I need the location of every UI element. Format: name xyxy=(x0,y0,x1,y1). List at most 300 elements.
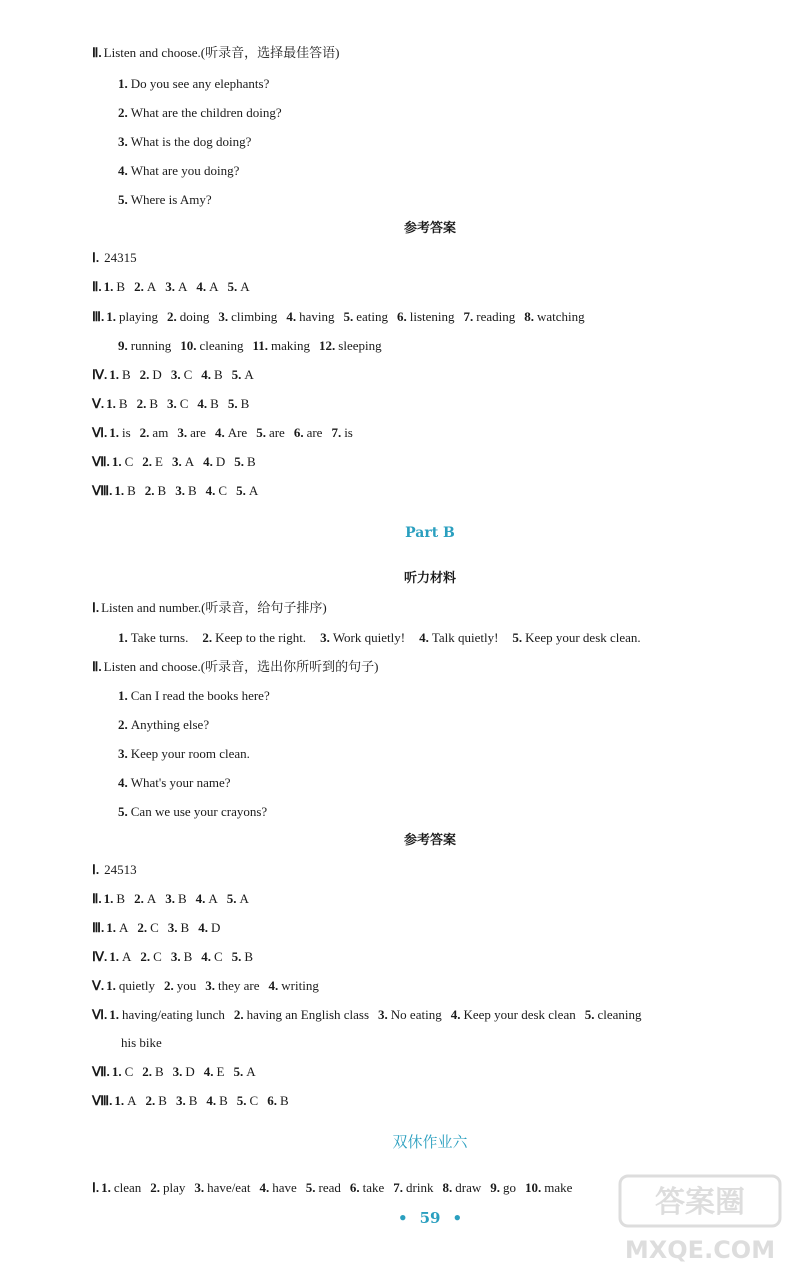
answer-number: 5. xyxy=(236,1093,247,1108)
answer-number: 3. xyxy=(205,978,216,993)
answer-item xyxy=(234,1061,256,1083)
answer-number: 5. xyxy=(343,309,354,324)
roman-numeral: Ⅳ. xyxy=(92,367,108,382)
answer-item xyxy=(140,422,169,444)
answer-item xyxy=(269,975,319,997)
answer-number: 5. xyxy=(256,425,266,440)
answer-item xyxy=(205,975,259,997)
answer-value: A xyxy=(248,483,259,498)
item-number: 5. xyxy=(512,630,523,645)
listening-sentence xyxy=(118,801,267,823)
item-text: What is the dog doing? xyxy=(130,134,252,149)
answer-number: 4. xyxy=(196,279,207,294)
listening-sentence xyxy=(512,627,640,649)
answer-value: doing xyxy=(179,309,210,324)
listening-section-1 xyxy=(92,597,327,619)
answer-value: Keep your desk clean xyxy=(463,1007,576,1022)
listening-sentence xyxy=(320,627,405,649)
answer-number: 10. xyxy=(180,338,197,353)
answer-value: writing xyxy=(281,978,319,993)
answer-item xyxy=(443,1177,482,1199)
answer-item xyxy=(142,1061,163,1083)
answers-heading: 参考答案 xyxy=(403,221,456,236)
roman-numeral: Ⅰ. xyxy=(92,600,100,615)
answer-item xyxy=(104,888,125,910)
answer-number: 1. xyxy=(114,1093,125,1108)
answer-value: A xyxy=(239,891,249,906)
answer-item xyxy=(140,364,162,386)
answer-number: 3. xyxy=(171,454,182,469)
item-number: 1. xyxy=(118,630,128,645)
answer-value: are xyxy=(306,425,323,440)
answer-item xyxy=(203,451,225,473)
listening-sentences-row xyxy=(118,627,655,649)
answer-row xyxy=(92,946,262,968)
answer-value: clean xyxy=(113,1180,142,1195)
answer-item xyxy=(177,422,206,444)
answer-row xyxy=(92,306,594,328)
listening-sentence xyxy=(118,627,188,649)
answer-number: 2. xyxy=(166,309,177,324)
answer-number: 1. xyxy=(103,891,114,906)
answer-row xyxy=(92,917,229,939)
instruction-text: Listen and number.(听录音，给句子排序) xyxy=(101,600,327,615)
answer-value: B xyxy=(210,396,219,411)
answer-number: 5. xyxy=(584,1007,595,1022)
item-text: What are the children doing? xyxy=(130,105,282,120)
answer-number: 12. xyxy=(319,338,336,353)
answer-row xyxy=(92,859,146,881)
answer-item xyxy=(112,1061,133,1083)
answer-item xyxy=(234,451,255,473)
answer-value: D xyxy=(210,920,221,935)
answer-value: A xyxy=(177,279,188,294)
answer-number: 5. xyxy=(231,949,242,964)
answer-item xyxy=(196,888,218,910)
roman-numeral: Ⅰ. xyxy=(92,1180,100,1195)
answer-value: B xyxy=(127,483,136,498)
answers-heading: 参考答案 xyxy=(403,833,456,848)
answer-number: 4. xyxy=(259,1180,270,1195)
answer-value: listening xyxy=(409,309,455,324)
answer-item xyxy=(114,480,135,502)
item-number: 4. xyxy=(419,630,429,645)
answer-item xyxy=(331,422,352,444)
answer-value: cleaning xyxy=(199,338,244,353)
item-number: 3. xyxy=(320,630,330,645)
answer-row xyxy=(92,1177,581,1199)
item-number: 4. xyxy=(118,775,128,790)
answer-item xyxy=(173,1061,195,1083)
answer-value: 24315 xyxy=(104,250,137,265)
answer-value: having/eating lunch xyxy=(122,1007,225,1022)
item-text: Do you see any elephants? xyxy=(130,76,270,91)
answer-value: having an English class xyxy=(246,1007,370,1022)
answer-number: 2. xyxy=(150,1180,161,1195)
roman-numeral: Ⅶ. xyxy=(92,454,110,469)
answer-number: 2. xyxy=(140,949,151,964)
item-number: 2. xyxy=(118,105,128,120)
item-text: What are you doing? xyxy=(130,163,240,178)
answer-number: 3. xyxy=(167,396,177,411)
answer-value: B xyxy=(188,1093,198,1108)
roman-numeral: Ⅱ. xyxy=(92,279,102,294)
answer-item xyxy=(146,1090,167,1112)
answer-value: B xyxy=(180,920,190,935)
answer-item xyxy=(524,306,584,328)
answer-row xyxy=(92,451,265,473)
svg-text:MXQE.COM: MXQE.COM xyxy=(624,1236,776,1264)
answer-item xyxy=(294,422,323,444)
answer-item xyxy=(109,364,130,386)
item-number: 1. xyxy=(118,76,128,91)
answer-value: B xyxy=(122,367,131,382)
answer-value: drink xyxy=(406,1180,434,1195)
answer-item xyxy=(525,1177,572,1199)
answer-number: 8. xyxy=(442,1180,453,1195)
answer-number: 3. xyxy=(165,279,175,294)
instruction-text: Listen and choose.(听录音，选出你所听到的句子) xyxy=(103,659,379,674)
listening-sentence xyxy=(419,627,498,649)
listening-sentence xyxy=(202,627,306,649)
answer-item xyxy=(140,946,161,968)
answer-number: 1. xyxy=(106,309,116,324)
listening-section-2 xyxy=(92,656,378,678)
answer-number: 4. xyxy=(206,1093,217,1108)
answer-item xyxy=(215,422,247,444)
roman-numeral: Ⅴ. xyxy=(92,396,105,411)
answer-value: A xyxy=(184,454,195,469)
answer-item xyxy=(175,480,196,502)
answer-item xyxy=(137,393,158,415)
answer-value: A xyxy=(146,279,157,294)
roman-numeral: Ⅷ. xyxy=(92,483,113,498)
answer-number: 2. xyxy=(142,1064,152,1079)
svg-text:答案圈: 答案圈 xyxy=(655,1185,745,1220)
part-b-title: Part B xyxy=(405,525,455,541)
item-number: 3. xyxy=(118,134,128,149)
answer-value: A xyxy=(146,891,157,906)
answer-value: make xyxy=(544,1180,573,1195)
item-text: Keep your desk clean. xyxy=(525,630,641,645)
answer-row xyxy=(92,1061,265,1083)
answer-value: B xyxy=(158,1093,167,1108)
answer-row xyxy=(92,276,259,298)
answer-number: 5. xyxy=(233,1064,244,1079)
answer-item xyxy=(267,1090,288,1112)
answer-number: 3. xyxy=(175,1093,186,1108)
answer-value: C xyxy=(218,483,228,498)
answer-value: D xyxy=(185,1064,195,1079)
answer-number: 5. xyxy=(231,367,242,382)
answer-number: 3. xyxy=(170,367,181,382)
answer-item xyxy=(164,975,196,997)
answer-number: 5. xyxy=(236,483,246,498)
answer-value: quietly xyxy=(118,978,156,993)
answer-item xyxy=(118,1032,162,1054)
answer-row xyxy=(92,1090,298,1112)
answer-item xyxy=(197,393,218,415)
item-text: Can I read the books here? xyxy=(130,688,270,703)
answer-item xyxy=(134,276,156,298)
answer-item xyxy=(201,946,222,968)
answer-value: 24513 xyxy=(104,862,137,877)
answer-value: A xyxy=(240,279,250,294)
answer-value: C xyxy=(124,454,134,469)
answer-number: 3. xyxy=(175,483,185,498)
answer-value: B xyxy=(219,1093,228,1108)
answer-value: B xyxy=(279,1093,289,1108)
listening-sentence xyxy=(118,73,269,95)
answer-number: 2. xyxy=(164,978,174,993)
answer-item xyxy=(134,888,156,910)
answer-item xyxy=(490,1177,516,1199)
roman-numeral: Ⅵ. xyxy=(92,425,108,440)
answer-value: B xyxy=(246,454,256,469)
answer-value: take xyxy=(362,1180,385,1195)
item-text: Anything else? xyxy=(130,717,210,732)
answer-value: draw xyxy=(455,1180,482,1195)
answer-value: C xyxy=(249,1093,259,1108)
answer-number: 4. xyxy=(201,949,211,964)
answer-value: A xyxy=(209,279,219,294)
item-text: Can we use your crayons? xyxy=(130,804,268,819)
answer-number: 4. xyxy=(450,1007,461,1022)
answer-value: B xyxy=(116,891,126,906)
answer-value: B xyxy=(183,949,193,964)
item-number: 3. xyxy=(118,746,128,761)
answer-number: 3. xyxy=(170,949,181,964)
answer-item xyxy=(393,1177,433,1199)
answer-number: 7. xyxy=(393,1180,404,1195)
answer-item xyxy=(106,975,155,997)
answer-number: 6. xyxy=(293,425,304,440)
answer-number: 2. xyxy=(144,483,155,498)
answer-number: 4. xyxy=(203,454,213,469)
answer-item xyxy=(101,247,137,269)
answer-number: 4. xyxy=(197,396,208,411)
answer-item xyxy=(204,1061,225,1083)
answer-value: B xyxy=(154,1064,164,1079)
item-text: Keep to the right. xyxy=(215,630,307,645)
answer-number: 4. xyxy=(205,483,216,498)
answer-item xyxy=(256,422,285,444)
roman-numeral: Ⅳ. xyxy=(92,949,108,964)
item-number: 1. xyxy=(118,688,128,703)
answer-value: A xyxy=(127,1093,137,1108)
answer-item xyxy=(145,480,166,502)
answer-item xyxy=(343,306,388,328)
answer-number: 3. xyxy=(165,891,175,906)
answer-item xyxy=(104,276,125,298)
item-text: Talk quietly! xyxy=(431,630,499,645)
answer-item xyxy=(112,451,133,473)
item-number: 4. xyxy=(118,163,128,178)
answer-number: 7. xyxy=(463,309,474,324)
answer-item xyxy=(165,888,186,910)
roman-numeral: Ⅱ. xyxy=(92,45,102,60)
answer-item xyxy=(106,917,128,939)
answer-number: 1. xyxy=(114,483,125,498)
answer-value: watching xyxy=(536,309,585,324)
answer-value: A xyxy=(246,1064,256,1079)
answer-item xyxy=(228,276,250,298)
answer-number: 4. xyxy=(268,978,279,993)
answer-value: am xyxy=(152,425,169,440)
answer-number: 5. xyxy=(227,396,238,411)
answer-value: are xyxy=(268,425,285,440)
answer-number: 1. xyxy=(109,949,119,964)
answer-number: 3. xyxy=(218,309,229,324)
answer-number: 4. xyxy=(214,425,225,440)
answer-number: 1. xyxy=(111,1064,122,1079)
answer-value: play xyxy=(163,1180,186,1195)
answer-item xyxy=(142,451,163,473)
answer-number: 2. xyxy=(134,279,144,294)
answer-value: making xyxy=(271,338,311,353)
roman-numeral: Ⅵ. xyxy=(92,1007,108,1022)
item-text: Where is Amy? xyxy=(130,192,212,207)
answer-row xyxy=(92,1004,651,1026)
answer-item xyxy=(118,335,171,357)
answer-item xyxy=(114,1090,136,1112)
answer-number: 3. xyxy=(177,425,188,440)
roman-numeral: Ⅲ. xyxy=(92,309,105,324)
answer-value: have xyxy=(272,1180,297,1195)
answer-number: 1. xyxy=(109,367,119,382)
answer-item xyxy=(106,393,127,415)
answer-item xyxy=(228,393,249,415)
listening-sentence xyxy=(118,102,282,124)
answer-value: having xyxy=(299,309,335,324)
listening-sentence xyxy=(118,189,212,211)
answer-item xyxy=(171,946,192,968)
answer-value: B xyxy=(240,396,250,411)
answer-item xyxy=(137,917,158,939)
answer-value: B xyxy=(187,483,197,498)
answer-item xyxy=(167,393,188,415)
listening-sentence xyxy=(118,772,231,794)
answer-row xyxy=(92,480,267,502)
roman-numeral: Ⅷ. xyxy=(92,1093,113,1108)
answer-value: running xyxy=(130,338,172,353)
answer-item xyxy=(286,306,334,328)
answer-number: 1. xyxy=(109,1007,119,1022)
answer-number: 1. xyxy=(106,920,116,935)
answer-item xyxy=(172,451,194,473)
answer-number: 11. xyxy=(252,338,269,353)
answer-item xyxy=(464,306,516,328)
answer-value: B xyxy=(157,483,167,498)
answer-row xyxy=(92,393,258,415)
answer-value: E xyxy=(154,454,163,469)
answer-item xyxy=(378,1004,442,1026)
roman-numeral: Ⅱ. xyxy=(92,659,102,674)
answer-item xyxy=(397,306,455,328)
answer-value: are xyxy=(190,425,206,440)
item-number: 2. xyxy=(118,717,128,732)
answer-value: B xyxy=(213,367,223,382)
answer-item xyxy=(585,1004,642,1026)
answer-value: eating xyxy=(356,309,388,324)
answer-item xyxy=(319,335,382,357)
answer-item xyxy=(196,276,218,298)
answer-number: 8. xyxy=(524,309,534,324)
answer-value: C xyxy=(179,396,189,411)
roman-numeral: Ⅴ. xyxy=(92,978,105,993)
answer-value: B xyxy=(149,396,158,411)
answer-value: C xyxy=(153,949,162,964)
answer-value: Are xyxy=(227,425,248,440)
answer-item xyxy=(253,335,311,357)
answer-number: 1. xyxy=(109,425,119,440)
answer-item xyxy=(259,1177,296,1199)
answer-item xyxy=(109,1004,225,1026)
answer-value: cleaning xyxy=(597,1007,642,1022)
answer-value: C xyxy=(213,949,223,964)
answer-number: 3. xyxy=(194,1180,205,1195)
answer-item xyxy=(232,946,253,968)
answer-item xyxy=(234,1004,369,1026)
answer-number: 3. xyxy=(172,1064,183,1079)
roman-numeral: Ⅲ. xyxy=(92,920,105,935)
answer-number: 2. xyxy=(137,920,148,935)
answer-value: B xyxy=(116,279,126,294)
answer-number: 5. xyxy=(226,891,237,906)
answer-value: B xyxy=(244,949,254,964)
answer-item xyxy=(109,422,130,444)
listening-sentence xyxy=(118,714,209,736)
answer-number: 6. xyxy=(396,309,407,324)
answer-item xyxy=(165,276,187,298)
answer-value: E xyxy=(216,1064,225,1079)
answer-value: have/eat xyxy=(207,1180,251,1195)
answer-number: 2. xyxy=(134,891,144,906)
answer-item xyxy=(206,1090,227,1112)
instruction-text: Listen and choose.(听录音，选择最佳答语) xyxy=(103,45,340,60)
answer-value: D xyxy=(152,367,162,382)
answer-number: 1. xyxy=(106,978,116,993)
item-text: Work quietly! xyxy=(332,630,406,645)
answer-row xyxy=(118,335,391,357)
roman-numeral: Ⅰ. xyxy=(92,862,100,877)
answer-item xyxy=(150,1177,185,1199)
answer-value: climbing xyxy=(231,309,278,324)
answer-value: C xyxy=(150,920,159,935)
item-text: Keep your room clean. xyxy=(130,746,250,761)
answer-number: 1. xyxy=(103,279,114,294)
answer-item xyxy=(198,917,220,939)
answer-number: 2. xyxy=(139,367,150,382)
answer-number: 2. xyxy=(233,1007,244,1022)
answer-item xyxy=(218,306,277,328)
answer-value: B xyxy=(177,891,187,906)
answer-number: 7. xyxy=(331,425,342,440)
answer-number: 2. xyxy=(139,425,150,440)
answer-number: 4. xyxy=(201,367,211,382)
section-title: 双休作业六 xyxy=(392,1133,468,1151)
page-number-dot-right: • xyxy=(452,1209,463,1227)
answer-item xyxy=(167,306,209,328)
answer-value: A xyxy=(122,949,132,964)
answer-number: 1. xyxy=(111,454,122,469)
answer-number: 10. xyxy=(525,1180,542,1195)
answer-value: A xyxy=(244,367,254,382)
page-number-dot-left: • xyxy=(397,1209,408,1227)
answer-number: 4. xyxy=(198,920,208,935)
answer-item xyxy=(350,1177,384,1199)
answer-item xyxy=(176,1090,197,1112)
